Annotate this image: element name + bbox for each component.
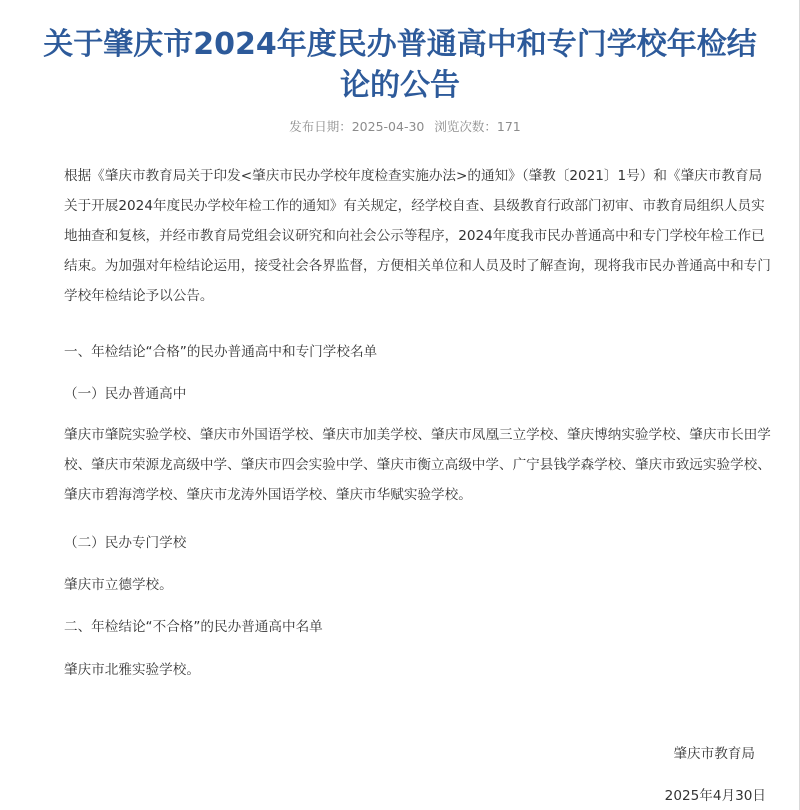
subsection-1-heading: （一）民办普通高中 [64, 386, 187, 402]
article-meta [0, 119, 800, 135]
unqualified-schools-list: 肇庆市北雅实验学校。 [64, 662, 200, 678]
intro-paragraph: 根据《肇庆市教育局关于印发<肇庆市民办学校年度检查实施办法>的通知》（肇教〔2021〕1号）和《肇庆市教育局关于开展2024年度民办学校年检工作的通知》有关规定，经学校自查、县级教育行政部门初审、市教育局组织人员实地抽查和复核，并经市教育局党组会议研究和向社会公示等程序，2024年度我市民办普通高中和专门学校年检工作已结束。为加强对年检结论运用，接受社会各界监督，方便相关单位和人员及时了解查询，现将我市民办普通高中和专门学校年检结论予以公告。 [64, 168, 771, 304]
section-1-heading: 一、年检结论“合格”的民办普通高中和专门学校名单 [64, 344, 378, 360]
subsection-2-heading: （二）民办专门学校 [64, 535, 187, 551]
publish-date: 2025-04-30 [351, 119, 425, 134]
qualified-high-schools-list: 肇庆市肇院实验学校、肇庆市外国语学校、肇庆市加美学校、肇庆市凤凰三立学校、肇庆博纳实验学校、肇庆市长田学校、肇庆市荣源龙高级中学、肇庆市四会实验中学、肇庆市衡立高级中学、广宁县钱学森学校、肇庆市致远实验学校、肇庆市碧海湾学校、肇庆市龙涛外国语学校、肇庆市华赋实验学校。 [64, 427, 771, 503]
sign-date: 2025年4月30日 [664, 788, 766, 804]
qualified-special-schools-list: 肇庆市立德学校。 [64, 577, 173, 593]
issuer-signature: 肇庆市教育局 [673, 746, 755, 762]
article-title: 关于肇庆市2024年度民办普通高中和专门学校年检结论的公告 [43, 27, 757, 103]
section-2-heading: 二、年检结论“不合格”的民办普通高中名单 [64, 619, 323, 635]
view-count: 171 [496, 119, 521, 134]
publish-date-label: 发布日期： [289, 119, 352, 134]
view-count-label: 浏览次数： [434, 119, 497, 134]
